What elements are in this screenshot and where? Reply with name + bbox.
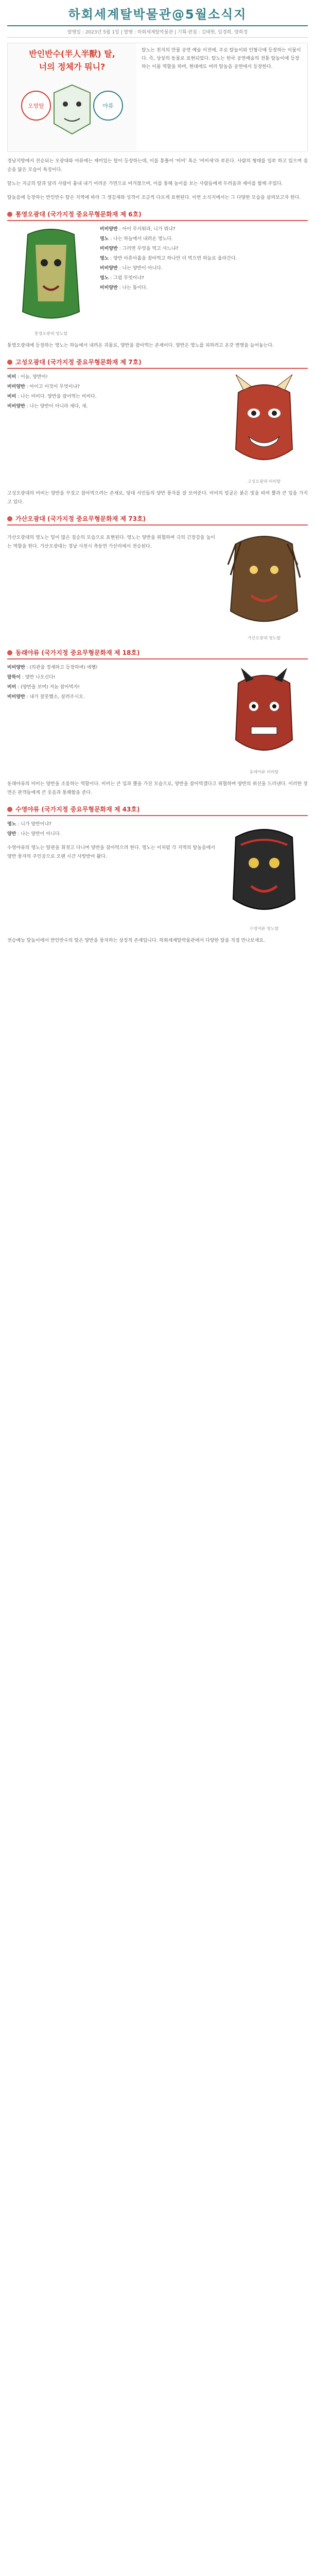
bullet-icon xyxy=(7,360,12,365)
dialog-line: 비비양반 : 아이 무서워라, 니가 뭐냐? xyxy=(100,227,176,232)
mask-image-goseong xyxy=(220,372,308,484)
masthead xyxy=(7,0,308,38)
image-caption: 동래야류 비비탈 xyxy=(249,770,279,774)
dialog-line: 비비 : 나는 비비다. 양반을 잡아먹는 비비다. xyxy=(7,394,97,399)
dialog-line: 말뚝이 : 양반 나오신다! xyxy=(7,675,56,680)
label-right: 야류 xyxy=(102,103,114,109)
section-text: 고성오광대의 비비는 양반을 꾸짖고 잡아먹으려는 존재로, 당대 서민들의 양반 풍자를 잘 보여준다. 비비의 얼굴은 붉은 빛을 띠며 뿔과 큰 입을 가지고 있다. xyxy=(7,491,308,505)
dialog-line: 비비양반 : (의관을 정제하고 등장하며) 에헴! xyxy=(7,665,98,670)
section-label: 고성오광대 (국가지정 중요무형문화재 제 7호) xyxy=(15,359,142,366)
mask-image-dongnae xyxy=(220,663,308,775)
section-text: 수영야류의 영노는 탈판을 휘젓고 다니며 양반을 잡아먹으려 한다. 영노는 이처럼 각 지역의 탈놀음에서 양반 풍자의 주인공으로 오랜 시간 사랑받아 왔다. xyxy=(7,845,215,859)
feature-title-line2: 너의 정체가 뭐니? xyxy=(39,62,106,72)
dialog-line: 영노 : 나는 하늘에서 내려온 영노다. xyxy=(100,236,173,242)
section-label: 가산오광대 (국가지정 중요무형문화재 제 73호) xyxy=(15,515,146,522)
bullet-icon xyxy=(7,212,12,217)
section-label: 통영오광대 (국가지정 중요무형문화재 제 6호) xyxy=(15,211,142,218)
bullet-icon xyxy=(7,650,12,655)
image-caption: 가산오광대 영노탈 xyxy=(247,636,281,640)
image-caption: 고성오광대 비비탈 xyxy=(247,479,281,484)
dialog-line: 비비양반 : 내가 잘못했소, 살려주시오. xyxy=(7,694,85,700)
section-text: 가산오광대의 영노는 털이 많은 짐승의 모습으로 표현된다. 영노는 양반을 위협하며 극의 긴장감을 높이는 역할을 한다. 가산오광대는 경남 사천시 축동면 가산리에서 전승된다. xyxy=(7,535,215,549)
dialog-line: 영노 : 그럼 무엇이냐? xyxy=(100,276,144,281)
section-suyeong xyxy=(7,805,308,931)
feature-block xyxy=(7,43,308,152)
intro-paragraph-1: 경남지방에서 전승되는 오광대와 야류에는 재미있는 탈이 등장하는데, 이를 통틀어 '비비' 혹은 '비비새'라 부른다. 사람의 형태를 일부 하고 있으며 짐승을 닮은 모습이 특징이다. xyxy=(7,159,308,173)
section-gasan xyxy=(7,514,308,641)
section-label: 동래야류 (국가지정 중요무형문화재 제 18호) xyxy=(15,649,140,656)
closing-paragraph: 전승예능 탈놀이에서 반인반수의 탈은 양반을 풍자하는 상징적 존재입니다. 하회세계탈박물관에서 다양한 탈을 직접 만나보세요. xyxy=(7,938,265,943)
bullet-icon xyxy=(7,807,12,812)
dialog-block xyxy=(7,373,215,411)
section-header xyxy=(7,210,308,221)
dialog-line: 양반 : 나는 양반이 아니다. xyxy=(7,832,61,837)
issue-line: 발행일 : 2023년 5월 1일 | 발행 : 하회세계탈박물관 | 기획·편집 : 김태원, 임경희, 양희정 xyxy=(7,25,308,38)
feature-illustration xyxy=(8,43,136,151)
section-text: 동래야류의 비비는 양반을 조롱하는 역할이다. 비비는 큰 입과 뿔을 가진 모습으로, 양반을 잡아먹겠다고 위협하며 양반의 위선을 드러낸다. 이러한 장면은 관객들에게 큰 웃음과 통쾌함을 준다. xyxy=(7,782,308,795)
image-caption: 통영오광대 영노탈 xyxy=(34,331,68,336)
mask-diagram xyxy=(8,72,136,149)
feature-title xyxy=(8,43,136,72)
dialog-line: 비비양반 : 나는 똥이다. xyxy=(100,285,148,291)
dialog-line: 비비양반 : 아이고 이것이 무엇이냐? xyxy=(7,384,80,389)
mask-image-suyeong xyxy=(220,819,308,931)
section-header xyxy=(7,358,308,369)
intro-paragraph-3: 탈놀음에 등장하는 반인반수 탈은 지역에 따라 그 생김새와 성격이 조금씩 다르게 표현된다. 이번 소식지에서는 그 다양한 모습을 살펴보고자 한다. xyxy=(7,195,301,200)
feature-intro: 탈노는 천지의 만물 공연 예술 이전에, 주로 탈놀이와 인형극에 등장하는 이물이다. 즉, 상상의 동물로 표현되었다. 탈노는 한국 공연예술의 전통 탈놀이에 등장하는 이물 역할을 하며, 현대에도 여러 탈놀음 공연에서 등장한다. xyxy=(142,48,301,70)
dialog-block xyxy=(100,225,308,293)
section-header xyxy=(7,805,308,816)
section-tongyeong xyxy=(7,210,308,350)
section-goseong xyxy=(7,358,308,507)
intro-paragraph-2: 탈노는 지금의 탈과 달리 사람이 흉내 내기 어려운 가면으로 여겨졌으며, 이를 통해 놀이를 보는 사람들에게 두려움과 재미를 함께 주었다. xyxy=(7,181,283,187)
dialog-line: 영노 : 양반 아흔아홉을 잡아먹고 하나만 더 먹으면 하늘로 올라간다. xyxy=(100,256,237,261)
newsletter-title: 하회세계탈박물관@5월소식지 xyxy=(68,7,247,22)
image-caption: 수영야류 영노탈 xyxy=(249,926,279,931)
mask-image-gasan xyxy=(220,529,308,641)
feature-title-line1: 반인반수(半人半獸) 탈, xyxy=(29,49,115,59)
section-label: 수영야류 (국가지정 중요무형문화재 제 43호) xyxy=(15,806,140,813)
dialog-line: 영노 : 니가 양반이냐? xyxy=(7,822,51,827)
bullet-icon xyxy=(7,516,12,521)
center-mask-icon xyxy=(54,85,90,134)
dialog-line: 비비 : 이놈, 양반아! xyxy=(7,375,48,380)
dialog-line: 비비양반 : 나는 양반이 아니라 새다, 새. xyxy=(7,404,88,409)
dialog-block xyxy=(7,664,215,702)
section-header xyxy=(7,648,308,659)
section-text: 통영오광대에 등장하는 영노는 하늘에서 내려온 괴물로, 양반을 잡아먹는 존재이다. 양반은 영노를 피하려고 온갖 변명을 늘어놓는다. xyxy=(7,343,274,348)
dialog-line: 비비양반 : 그러면 무엇을 먹고 사느냐? xyxy=(100,246,179,251)
section-header xyxy=(7,514,308,526)
mask-image-tongyeong xyxy=(7,224,95,336)
dialog-block xyxy=(7,820,215,839)
label-left: 오방탈 xyxy=(28,103,44,109)
section-dongnae xyxy=(7,648,308,798)
dialog-line: 비비 : (양반을 보며) 저놈 잡아먹자! xyxy=(7,685,80,690)
dialog-line: 비비양반 : 나는 양반이 아니다. xyxy=(100,266,163,271)
